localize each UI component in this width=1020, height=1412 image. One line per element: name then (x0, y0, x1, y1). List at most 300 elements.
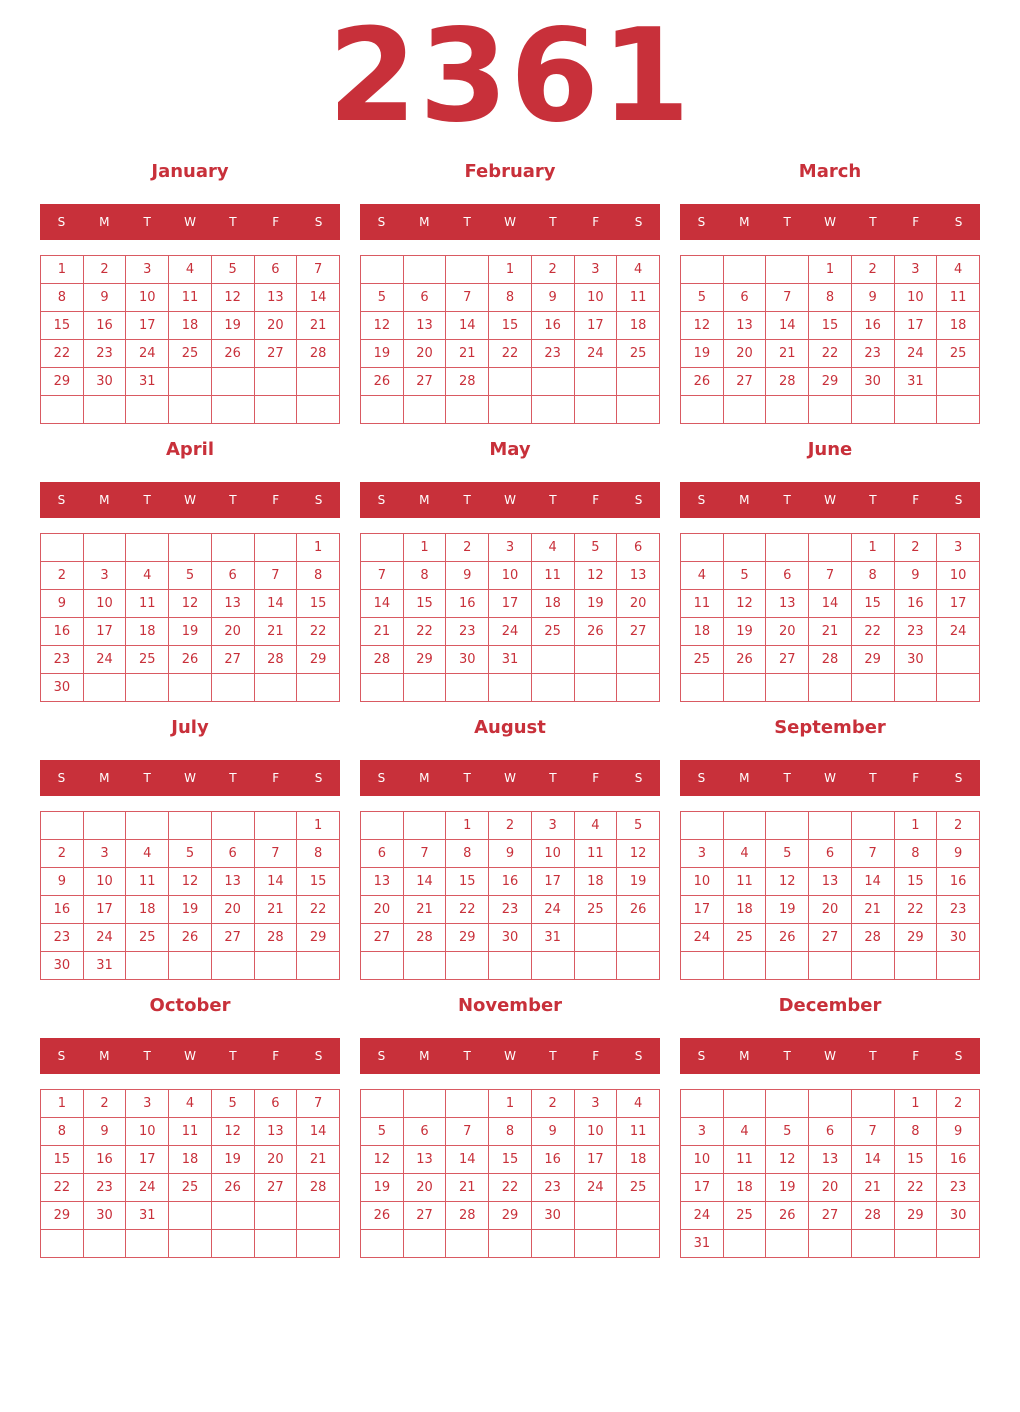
week-row (361, 256, 660, 284)
day-cell: 5 (211, 256, 254, 284)
day-cell: 20 (211, 618, 254, 646)
day-cell: 18 (681, 618, 724, 646)
day-cell: 31 (531, 924, 574, 952)
day-cell: 24 (126, 1174, 169, 1202)
empty-day-cell (723, 952, 766, 980)
day-cell: 21 (297, 312, 340, 340)
day-cell: 30 (446, 646, 489, 674)
month-name: September (774, 717, 886, 738)
day-cell: 2 (41, 840, 84, 868)
day-cell: 7 (297, 256, 340, 284)
empty-day-cell (254, 674, 297, 702)
weekday-label: T (549, 215, 557, 229)
day-cell: 13 (211, 868, 254, 896)
day-cell: 19 (169, 618, 212, 646)
empty-day-cell (41, 396, 84, 424)
day-cell: 24 (489, 618, 532, 646)
month-name: June (807, 439, 853, 460)
day-cell: 30 (489, 924, 532, 952)
day-cell: 13 (723, 312, 766, 340)
empty-day-cell (361, 1230, 404, 1258)
day-cell: 14 (297, 1118, 340, 1146)
weekday-label: S (57, 215, 66, 229)
day-cell: 22 (41, 340, 84, 368)
day-cell: 1 (297, 812, 340, 840)
week-row (361, 1174, 660, 1202)
week-row (681, 590, 980, 618)
empty-day-cell (446, 1090, 489, 1118)
empty-day-cell (574, 1230, 617, 1258)
day-cell: 21 (297, 1146, 340, 1174)
empty-day-cell (211, 368, 254, 396)
empty-day-cell (809, 674, 852, 702)
empty-day-cell (723, 256, 766, 284)
day-cell: 16 (894, 590, 937, 618)
week-row (681, 952, 980, 980)
empty-day-cell (297, 952, 340, 980)
day-cell: 4 (126, 562, 169, 590)
weekday-header (360, 1038, 660, 1074)
empty-day-cell (169, 396, 212, 424)
day-cell: 11 (937, 284, 980, 312)
month-name: October (149, 995, 231, 1016)
day-cell: 9 (489, 840, 532, 868)
empty-day-cell (211, 396, 254, 424)
week-row (41, 368, 340, 396)
empty-day-cell (681, 674, 724, 702)
day-cell: 14 (254, 590, 297, 618)
day-cell: 18 (126, 896, 169, 924)
day-cell: 20 (766, 618, 809, 646)
weekday-label: S (697, 771, 706, 785)
day-cell: 14 (851, 1146, 894, 1174)
day-cell: 7 (809, 562, 852, 590)
week-row (361, 312, 660, 340)
week-row (41, 868, 340, 896)
day-cell: 17 (681, 896, 724, 924)
day-cell: 25 (574, 896, 617, 924)
empty-day-cell (766, 534, 809, 562)
week-row (41, 1174, 340, 1202)
week-row (681, 396, 980, 424)
day-cell: 18 (937, 312, 980, 340)
day-cell: 23 (937, 896, 980, 924)
day-cell: 4 (126, 840, 169, 868)
weekday-label: M (419, 771, 430, 785)
weekday-label: S (954, 771, 963, 785)
day-cell: 11 (723, 1146, 766, 1174)
empty-day-cell (446, 674, 489, 702)
empty-day-cell (41, 534, 84, 562)
day-cell: 8 (297, 562, 340, 590)
weekday-label: F (592, 1049, 600, 1063)
day-cell: 31 (894, 368, 937, 396)
day-cell: 21 (766, 340, 809, 368)
day-cell: 14 (297, 284, 340, 312)
weekday-label: T (549, 493, 557, 507)
empty-day-cell (126, 812, 169, 840)
empty-day-cell (83, 674, 126, 702)
day-cell: 28 (254, 646, 297, 674)
empty-day-cell (574, 1202, 617, 1230)
month-name: March (798, 161, 862, 182)
empty-day-cell (723, 1230, 766, 1258)
week-row (681, 646, 980, 674)
day-cell: 1 (41, 256, 84, 284)
empty-day-cell (937, 952, 980, 980)
day-cell: 10 (83, 590, 126, 618)
month-name: January (151, 161, 229, 182)
weekday-label: W (504, 493, 516, 507)
week-row (361, 1090, 660, 1118)
weekday-label: S (314, 493, 323, 507)
empty-day-cell (169, 368, 212, 396)
empty-day-cell (489, 368, 532, 396)
day-cell: 28 (851, 1202, 894, 1230)
weekday-label: S (954, 1049, 963, 1063)
day-cell: 20 (211, 896, 254, 924)
week-row (361, 1202, 660, 1230)
week-row (41, 534, 340, 562)
day-cell: 2 (894, 534, 937, 562)
week-row (361, 1230, 660, 1258)
empty-day-cell (531, 396, 574, 424)
day-cell: 5 (574, 534, 617, 562)
day-cell: 23 (489, 896, 532, 924)
day-cell: 19 (361, 1174, 404, 1202)
day-cell: 6 (361, 840, 404, 868)
week-row (361, 896, 660, 924)
week-row (681, 812, 980, 840)
weekday-label: S (314, 215, 323, 229)
day-cell: 30 (851, 368, 894, 396)
empty-day-cell (211, 1230, 254, 1258)
empty-day-cell (574, 368, 617, 396)
month-name: February (464, 161, 556, 182)
week-row (41, 562, 340, 590)
week-row (681, 674, 980, 702)
weekday-label: S (697, 493, 706, 507)
day-cell: 7 (851, 1118, 894, 1146)
day-cell: 19 (169, 896, 212, 924)
day-cell: 11 (574, 840, 617, 868)
day-cell: 20 (403, 1174, 446, 1202)
weekday-label: T (783, 493, 791, 507)
empty-day-cell (851, 812, 894, 840)
day-cell: 15 (41, 1146, 84, 1174)
weekday-label: W (504, 1049, 516, 1063)
day-cell: 22 (446, 896, 489, 924)
weekday-label: T (783, 215, 791, 229)
day-cell: 2 (446, 534, 489, 562)
day-cell: 30 (937, 924, 980, 952)
empty-day-cell (126, 674, 169, 702)
day-cell: 11 (531, 562, 574, 590)
week-row (41, 924, 340, 952)
empty-day-cell (254, 396, 297, 424)
day-cell: 29 (851, 646, 894, 674)
weekday-header (40, 482, 340, 518)
day-grid (680, 811, 980, 980)
day-cell: 20 (254, 312, 297, 340)
weekday-label: W (504, 771, 516, 785)
day-grid (360, 1089, 660, 1258)
empty-day-cell (297, 674, 340, 702)
day-cell: 3 (574, 1090, 617, 1118)
day-cell: 4 (574, 812, 617, 840)
day-cell: 28 (254, 924, 297, 952)
day-cell: 27 (723, 368, 766, 396)
day-cell: 23 (894, 618, 937, 646)
week-row (41, 284, 340, 312)
week-row (41, 1202, 340, 1230)
day-cell: 30 (531, 1202, 574, 1230)
day-cell: 25 (531, 618, 574, 646)
empty-day-cell (681, 534, 724, 562)
day-cell: 10 (574, 284, 617, 312)
weekday-label: T (869, 1049, 877, 1063)
empty-day-cell (681, 812, 724, 840)
week-row (361, 396, 660, 424)
day-cell: 2 (83, 256, 126, 284)
day-cell: 5 (169, 562, 212, 590)
empty-day-cell (211, 1202, 254, 1230)
day-cell: 21 (446, 340, 489, 368)
empty-day-cell (446, 256, 489, 284)
week-row (41, 618, 340, 646)
day-cell: 30 (894, 646, 937, 674)
weekday-label: W (184, 771, 196, 785)
day-cell: 15 (446, 868, 489, 896)
week-row (41, 1118, 340, 1146)
week-row (681, 284, 980, 312)
day-cell: 12 (681, 312, 724, 340)
empty-day-cell (403, 812, 446, 840)
day-cell: 29 (894, 1202, 937, 1230)
day-cell: 24 (937, 618, 980, 646)
day-cell: 8 (403, 562, 446, 590)
weekday-label: T (143, 493, 151, 507)
day-cell: 1 (894, 1090, 937, 1118)
day-cell: 20 (361, 896, 404, 924)
day-cell: 15 (894, 868, 937, 896)
day-cell: 14 (446, 1146, 489, 1174)
week-row (681, 368, 980, 396)
day-cell: 26 (681, 368, 724, 396)
day-cell: 3 (574, 256, 617, 284)
empty-day-cell (894, 952, 937, 980)
empty-day-cell (894, 1230, 937, 1258)
day-cell: 7 (446, 1118, 489, 1146)
day-cell: 26 (211, 1174, 254, 1202)
day-grid (360, 255, 660, 424)
weekday-header (360, 760, 660, 796)
empty-day-cell (254, 534, 297, 562)
day-cell: 20 (403, 340, 446, 368)
empty-day-cell (531, 646, 574, 674)
month-name: April (165, 439, 215, 460)
day-cell: 10 (126, 1118, 169, 1146)
day-cell: 9 (937, 840, 980, 868)
empty-day-cell (403, 952, 446, 980)
empty-day-cell (766, 256, 809, 284)
empty-day-cell (723, 534, 766, 562)
empty-day-cell (851, 1090, 894, 1118)
empty-day-cell (83, 396, 126, 424)
empty-day-cell (446, 396, 489, 424)
day-cell: 7 (254, 840, 297, 868)
empty-day-cell (894, 674, 937, 702)
day-cell: 19 (361, 340, 404, 368)
weekday-label: T (463, 1049, 471, 1063)
empty-day-cell (937, 646, 980, 674)
empty-day-cell (809, 952, 852, 980)
empty-day-cell (41, 1230, 84, 1258)
month-name: December (778, 995, 882, 1016)
day-cell: 10 (681, 868, 724, 896)
day-cell: 27 (809, 924, 852, 952)
day-cell: 10 (937, 562, 980, 590)
weekday-header (680, 760, 980, 796)
weekday-label: S (954, 215, 963, 229)
day-cell: 3 (681, 840, 724, 868)
weekday-label: M (419, 1049, 430, 1063)
day-cell: 27 (254, 1174, 297, 1202)
day-grid (680, 533, 980, 702)
day-cell: 31 (83, 952, 126, 980)
day-cell: 14 (446, 312, 489, 340)
day-cell: 15 (41, 312, 84, 340)
empty-day-cell (446, 1230, 489, 1258)
week-row (361, 952, 660, 980)
empty-day-cell (617, 674, 660, 702)
day-cell: 6 (254, 256, 297, 284)
day-cell: 12 (169, 590, 212, 618)
week-row (361, 1118, 660, 1146)
day-cell: 14 (361, 590, 404, 618)
weekday-label: M (739, 215, 750, 229)
day-cell: 9 (446, 562, 489, 590)
week-row (41, 674, 340, 702)
day-cell: 21 (446, 1174, 489, 1202)
day-cell: 15 (297, 590, 340, 618)
day-cell: 22 (41, 1174, 84, 1202)
day-cell: 24 (574, 340, 617, 368)
empty-day-cell (254, 1202, 297, 1230)
day-cell: 14 (809, 590, 852, 618)
day-cell: 28 (446, 368, 489, 396)
day-cell: 13 (403, 1146, 446, 1174)
day-cell: 22 (297, 618, 340, 646)
weekday-label: T (783, 1049, 791, 1063)
day-cell: 6 (403, 284, 446, 312)
day-grid (40, 811, 340, 980)
day-cell: 9 (937, 1118, 980, 1146)
day-cell: 7 (403, 840, 446, 868)
empty-day-cell (489, 674, 532, 702)
week-row (41, 1146, 340, 1174)
day-cell: 3 (681, 1118, 724, 1146)
day-cell: 9 (851, 284, 894, 312)
day-cell: 15 (851, 590, 894, 618)
day-cell: 18 (723, 896, 766, 924)
week-row (681, 1230, 980, 1258)
week-row (41, 646, 340, 674)
day-cell: 8 (894, 840, 937, 868)
day-cell: 3 (83, 562, 126, 590)
empty-day-cell (361, 1090, 404, 1118)
day-cell: 19 (574, 590, 617, 618)
day-cell: 15 (297, 868, 340, 896)
day-cell: 23 (83, 1174, 126, 1202)
day-cell: 1 (297, 534, 340, 562)
day-cell: 17 (489, 590, 532, 618)
day-cell: 29 (894, 924, 937, 952)
week-row (681, 1090, 980, 1118)
empty-day-cell (809, 396, 852, 424)
day-cell: 19 (211, 1146, 254, 1174)
week-row (41, 812, 340, 840)
day-cell: 10 (681, 1146, 724, 1174)
week-row (361, 868, 660, 896)
day-cell: 18 (531, 590, 574, 618)
day-cell: 4 (723, 840, 766, 868)
day-cell: 6 (723, 284, 766, 312)
day-cell: 19 (766, 896, 809, 924)
empty-day-cell (574, 646, 617, 674)
weekday-label: W (184, 215, 196, 229)
day-cell: 25 (126, 646, 169, 674)
week-row (681, 1146, 980, 1174)
day-cell: 24 (681, 924, 724, 952)
day-cell: 18 (169, 1146, 212, 1174)
empty-day-cell (254, 812, 297, 840)
empty-day-cell (126, 1230, 169, 1258)
week-row (41, 952, 340, 980)
weekday-header (680, 1038, 980, 1074)
day-cell: 26 (574, 618, 617, 646)
week-row (41, 312, 340, 340)
day-cell: 23 (531, 1174, 574, 1202)
day-cell: 23 (531, 340, 574, 368)
day-cell: 11 (126, 590, 169, 618)
empty-day-cell (617, 396, 660, 424)
empty-day-cell (361, 952, 404, 980)
weekday-header (680, 204, 980, 240)
day-cell: 4 (937, 256, 980, 284)
day-cell: 1 (809, 256, 852, 284)
weekday-label: F (912, 1049, 920, 1063)
day-cell: 28 (297, 340, 340, 368)
empty-day-cell (489, 952, 532, 980)
day-cell: 5 (169, 840, 212, 868)
day-cell: 26 (361, 1202, 404, 1230)
day-cell: 17 (126, 1146, 169, 1174)
empty-day-cell (169, 674, 212, 702)
weekday-label: T (463, 771, 471, 785)
week-row (361, 674, 660, 702)
empty-day-cell (617, 1202, 660, 1230)
day-cell: 28 (361, 646, 404, 674)
weekday-label: T (143, 215, 151, 229)
day-cell: 29 (41, 1202, 84, 1230)
day-cell: 21 (809, 618, 852, 646)
day-cell: 10 (126, 284, 169, 312)
day-cell: 6 (403, 1118, 446, 1146)
day-cell: 23 (937, 1174, 980, 1202)
day-cell: 9 (894, 562, 937, 590)
week-row (361, 924, 660, 952)
